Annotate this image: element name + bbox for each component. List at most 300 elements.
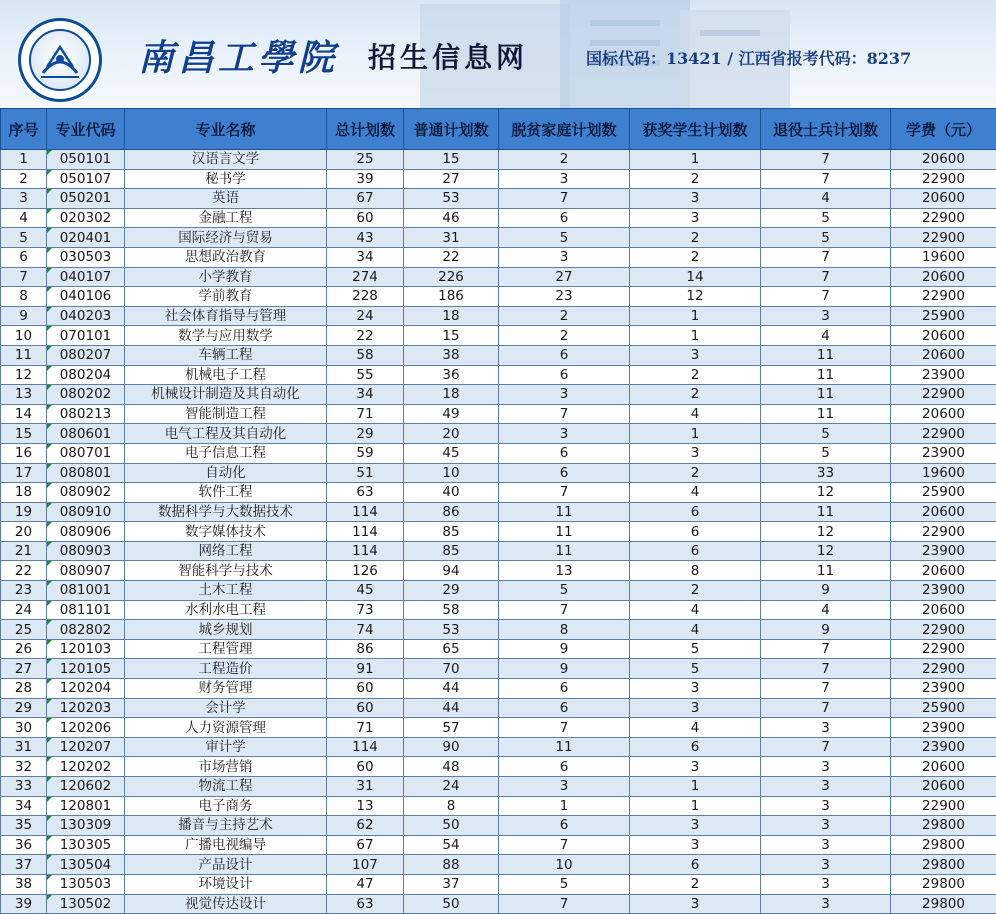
table-cell: 6: [1, 247, 47, 267]
table-row: [1, 600, 996, 620]
table-cell: 工程管理: [125, 639, 327, 659]
table-cell: 物流工程: [125, 777, 327, 797]
table-cell: 114: [327, 502, 404, 522]
table-cell: 080213: [47, 404, 125, 424]
table-cell: 7: [761, 287, 891, 307]
table-cell: 网络工程: [125, 541, 327, 561]
table-cell: 10: [499, 855, 630, 875]
table-cell: 080907: [47, 561, 125, 581]
table-row: [1, 816, 996, 836]
table-cell: 14: [1, 404, 47, 424]
table-cell: 120203: [47, 698, 125, 718]
table-row: [1, 718, 996, 738]
table-cell: 25900: [891, 483, 996, 503]
table-row: [1, 208, 996, 228]
table-cell: 6: [630, 855, 761, 875]
table-cell: 4: [1, 208, 47, 228]
table-cell: 20600: [891, 326, 996, 346]
table-cell: 130305: [47, 835, 125, 855]
table-cell: 38: [1, 874, 47, 894]
table-cell: 88: [404, 855, 499, 875]
table-cell: 3: [630, 835, 761, 855]
table-cell: 080204: [47, 365, 125, 385]
table-cell: 7: [761, 679, 891, 699]
table-cell: 6: [630, 737, 761, 757]
table-cell: 3: [630, 443, 761, 463]
table-cell: 186: [404, 287, 499, 307]
table-cell: 7: [1, 267, 47, 287]
table-cell: 63: [327, 483, 404, 503]
table-cell: 城乡规划: [125, 620, 327, 640]
table-row: [1, 874, 996, 894]
table-cell: 电子商务: [125, 796, 327, 816]
table-cell: 9: [499, 659, 630, 679]
table-cell: 126: [327, 561, 404, 581]
table-cell: 71: [327, 718, 404, 738]
table-cell: 25900: [891, 698, 996, 718]
table-cell: 15: [1, 424, 47, 444]
table-cell: 28: [1, 679, 47, 699]
table-cell: 7: [761, 267, 891, 287]
table-cell: 4: [761, 600, 891, 620]
table-cell: 1: [630, 796, 761, 816]
table-cell: 080202: [47, 385, 125, 405]
table-cell: 23900: [891, 679, 996, 699]
table-cell: 5: [630, 659, 761, 679]
table-row: [1, 659, 996, 679]
table-cell: 130309: [47, 816, 125, 836]
table-cell: 22900: [891, 522, 996, 542]
table-cell: 11: [761, 385, 891, 405]
table-cell: 6: [499, 698, 630, 718]
table-row: [1, 326, 996, 346]
table-cell: 120602: [47, 777, 125, 797]
table-cell: 46: [404, 208, 499, 228]
table-cell: 7: [499, 894, 630, 914]
table-cell: 27: [1, 659, 47, 679]
table-cell: 040203: [47, 306, 125, 326]
table-cell: 4: [761, 189, 891, 209]
table-cell: 3: [761, 855, 891, 875]
table-cell: 22900: [891, 169, 996, 189]
table-cell: 5: [499, 874, 630, 894]
table-cell: 11: [761, 345, 891, 365]
table-cell: 65: [404, 639, 499, 659]
table-cell: 120207: [47, 737, 125, 757]
table-cell: 12: [630, 287, 761, 307]
table-cell: 11: [761, 502, 891, 522]
table-cell: 社会体育指导与管理: [125, 306, 327, 326]
table-cell: 94: [404, 561, 499, 581]
table-cell: 6: [499, 345, 630, 365]
header-banner: [0, 0, 996, 108]
table-cell: 44: [404, 698, 499, 718]
table-cell: 3: [630, 698, 761, 718]
table-cell: 7: [499, 483, 630, 503]
table-cell: 9: [761, 581, 891, 601]
table-cell: 7: [761, 150, 891, 170]
table-cell: 英语: [125, 189, 327, 209]
table-cell: 6: [499, 208, 630, 228]
table-row: [1, 855, 996, 875]
table-cell: 6: [630, 541, 761, 561]
table-cell: 8: [499, 620, 630, 640]
table-cell: 2: [630, 169, 761, 189]
table-cell: 人力资源管理: [125, 718, 327, 738]
table-row: [1, 894, 996, 914]
table-cell: 2: [499, 306, 630, 326]
table-row: [1, 522, 996, 542]
table-cell: 5: [761, 208, 891, 228]
table-cell: 040107: [47, 267, 125, 287]
table-cell: 5: [761, 228, 891, 248]
table-cell: 130503: [47, 874, 125, 894]
table-cell: 73: [327, 600, 404, 620]
table-header-row: [1, 109, 996, 150]
table-cell: 7: [499, 189, 630, 209]
table-cell: 22900: [891, 659, 996, 679]
table-cell: 24: [404, 777, 499, 797]
table-cell: 7: [761, 247, 891, 267]
table-cell: 2: [630, 581, 761, 601]
table-cell: 1: [630, 150, 761, 170]
table-cell: 74: [327, 620, 404, 640]
table-cell: 3: [761, 894, 891, 914]
table-row: [1, 385, 996, 405]
table-cell: 国际经济与贸易: [125, 228, 327, 248]
table-cell: 31: [327, 777, 404, 797]
table-cell: 33: [761, 463, 891, 483]
table-cell: 7: [761, 639, 891, 659]
table-cell: 11: [499, 502, 630, 522]
table-cell: 34: [327, 385, 404, 405]
table-cell: 90: [404, 737, 499, 757]
table-cell: 软件工程: [125, 483, 327, 503]
table-cell: 26: [1, 639, 47, 659]
table-cell: 广播电视编导: [125, 835, 327, 855]
table-cell: 8: [404, 796, 499, 816]
table-cell: 1: [1, 150, 47, 170]
table-cell: 36: [404, 365, 499, 385]
table-cell: 7: [761, 169, 891, 189]
table-cell: 4: [630, 620, 761, 640]
table-cell: 120206: [47, 718, 125, 738]
column-header: 序号: [1, 109, 47, 150]
table-cell: 17: [1, 463, 47, 483]
table-cell: 12: [761, 522, 891, 542]
site-name: 招生信息网: [368, 36, 528, 76]
table-cell: 产品设计: [125, 855, 327, 875]
table-cell: 25900: [891, 306, 996, 326]
table-cell: 23900: [891, 581, 996, 601]
table-cell: 12: [1, 365, 47, 385]
table-cell: 57: [404, 718, 499, 738]
table-cell: 60: [327, 698, 404, 718]
table-row: [1, 443, 996, 463]
table-cell: 050101: [47, 150, 125, 170]
table-cell: 020302: [47, 208, 125, 228]
table-cell: 62: [327, 816, 404, 836]
table-row: [1, 679, 996, 699]
table-cell: 120204: [47, 679, 125, 699]
table-cell: 汉语言文学: [125, 150, 327, 170]
table-cell: 20600: [891, 502, 996, 522]
table-cell: 市场营销: [125, 757, 327, 777]
table-cell: 3: [761, 874, 891, 894]
table-cell: 15: [404, 150, 499, 170]
table-cell: 3: [761, 835, 891, 855]
table-row: [1, 581, 996, 601]
table-cell: 107: [327, 855, 404, 875]
table-cell: 电子信息工程: [125, 443, 327, 463]
table-cell: 22900: [891, 287, 996, 307]
column-header: 获奖学生计划数: [630, 109, 761, 150]
table-cell: 5: [499, 581, 630, 601]
table-cell: 数学与应用数学: [125, 326, 327, 346]
table-cell: 4: [630, 718, 761, 738]
table-row: [1, 502, 996, 522]
table-row: [1, 835, 996, 855]
table-cell: 3: [761, 816, 891, 836]
table-cell: 2: [630, 874, 761, 894]
table-cell: 1: [630, 424, 761, 444]
table-row: [1, 150, 996, 170]
table-cell: 22: [327, 326, 404, 346]
table-cell: 7: [761, 698, 891, 718]
table-cell: 23900: [891, 443, 996, 463]
table-cell: 9: [499, 639, 630, 659]
table-cell: 机械设计制造及其自动化: [125, 385, 327, 405]
table-cell: 思想政治教育: [125, 247, 327, 267]
table-cell: 20600: [891, 267, 996, 287]
table-cell: 22900: [891, 620, 996, 640]
table-cell: 11: [499, 541, 630, 561]
table-row: [1, 267, 996, 287]
table-cell: 25: [1, 620, 47, 640]
table-cell: 23900: [891, 737, 996, 757]
table-cell: 1: [630, 777, 761, 797]
table-cell: 29: [1, 698, 47, 718]
table-cell: 8: [630, 561, 761, 581]
table-cell: 35: [1, 816, 47, 836]
column-header: 退役士兵计划数: [761, 109, 891, 150]
table-cell: 20600: [891, 757, 996, 777]
table-cell: 3: [499, 424, 630, 444]
table-cell: 2: [499, 326, 630, 346]
table-cell: 11: [499, 522, 630, 542]
table-cell: 4: [761, 326, 891, 346]
table-cell: 30: [1, 718, 47, 738]
table-cell: 4: [630, 483, 761, 503]
table-cell: 智能科学与技术: [125, 561, 327, 581]
table-cell: 6: [499, 463, 630, 483]
table-cell: 12: [761, 483, 891, 503]
table-row: [1, 228, 996, 248]
table-cell: 22900: [891, 424, 996, 444]
table-cell: 9: [1, 306, 47, 326]
table-cell: 60: [327, 208, 404, 228]
table-cell: 3: [761, 718, 891, 738]
school-name: 南昌工學院: [138, 30, 338, 81]
table-cell: 080910: [47, 502, 125, 522]
table-cell: 2: [1, 169, 47, 189]
table-cell: 39: [1, 894, 47, 914]
table-cell: 审计学: [125, 737, 327, 757]
table-cell: 6: [499, 679, 630, 699]
table-cell: 080903: [47, 541, 125, 561]
table-cell: 85: [404, 541, 499, 561]
table-cell: 22: [1, 561, 47, 581]
table-cell: 3: [499, 169, 630, 189]
table-cell: 5: [499, 228, 630, 248]
school-logo-icon: [18, 18, 102, 102]
table-cell: 25: [327, 150, 404, 170]
table-row: [1, 796, 996, 816]
table-cell: 70: [404, 659, 499, 679]
table-cell: 114: [327, 541, 404, 561]
table-cell: 24: [327, 306, 404, 326]
table-cell: 8: [1, 287, 47, 307]
table-cell: 20600: [891, 561, 996, 581]
table-cell: 34: [327, 247, 404, 267]
table-cell: 环境设计: [125, 874, 327, 894]
table-cell: 081101: [47, 600, 125, 620]
table-cell: 22900: [891, 228, 996, 248]
table-cell: 48: [404, 757, 499, 777]
table-cell: 小学教育: [125, 267, 327, 287]
table-cell: 29800: [891, 894, 996, 914]
table-cell: 29800: [891, 874, 996, 894]
table-cell: 23900: [891, 365, 996, 385]
table-cell: 63: [327, 894, 404, 914]
table-cell: 020401: [47, 228, 125, 248]
table-row: [1, 189, 996, 209]
table-cell: 130502: [47, 894, 125, 914]
table-cell: 1: [499, 796, 630, 816]
table-cell: 120202: [47, 757, 125, 777]
table-cell: 3: [761, 306, 891, 326]
table-cell: 工程造价: [125, 659, 327, 679]
table-cell: 43: [327, 228, 404, 248]
table-cell: 20600: [891, 150, 996, 170]
table-cell: 080701: [47, 443, 125, 463]
table-cell: 7: [499, 600, 630, 620]
table-cell: 080601: [47, 424, 125, 444]
table-cell: 智能制造工程: [125, 404, 327, 424]
table-row: [1, 541, 996, 561]
table-cell: 23: [1, 581, 47, 601]
table-cell: 11: [499, 737, 630, 757]
table-cell: 29800: [891, 835, 996, 855]
table-cell: 6: [630, 502, 761, 522]
table-cell: 67: [327, 189, 404, 209]
table-cell: 36: [1, 835, 47, 855]
table-cell: 金融工程: [125, 208, 327, 228]
table-cell: 27: [404, 169, 499, 189]
enrollment-plan-table: [0, 108, 996, 914]
table-cell: 58: [327, 345, 404, 365]
table-cell: 3: [499, 385, 630, 405]
table-cell: 71: [327, 404, 404, 424]
table-row: [1, 345, 996, 365]
table-cell: 12: [761, 541, 891, 561]
table-cell: 082802: [47, 620, 125, 640]
table-cell: 2: [630, 463, 761, 483]
table-cell: 27: [499, 267, 630, 287]
table-cell: 3: [630, 345, 761, 365]
table-cell: 050107: [47, 169, 125, 189]
table-cell: 13: [327, 796, 404, 816]
table-cell: 120105: [47, 659, 125, 679]
table-cell: 23: [499, 287, 630, 307]
table-cell: 20600: [891, 189, 996, 209]
table-cell: 228: [327, 287, 404, 307]
table-row: [1, 561, 996, 581]
table-cell: 播音与主持艺术: [125, 816, 327, 836]
table-cell: 86: [327, 639, 404, 659]
table-cell: 19600: [891, 463, 996, 483]
table-cell: 60: [327, 679, 404, 699]
table-cell: 080207: [47, 345, 125, 365]
column-header: 学费（元）: [891, 109, 996, 150]
table-cell: 21: [1, 541, 47, 561]
table-cell: 2: [630, 365, 761, 385]
table-cell: 030503: [47, 247, 125, 267]
enrollment-codes: 国标代码：13421 / 江西省报考代码：8237: [586, 46, 911, 69]
table-cell: 18: [404, 385, 499, 405]
table-cell: 130504: [47, 855, 125, 875]
table-cell: 19: [1, 502, 47, 522]
table-cell: 40: [404, 483, 499, 503]
table-cell: 3: [630, 208, 761, 228]
table-cell: 3: [761, 757, 891, 777]
table-cell: 60: [327, 757, 404, 777]
table-cell: 15: [404, 326, 499, 346]
table-cell: 自动化: [125, 463, 327, 483]
table-cell: 22900: [891, 208, 996, 228]
table-row: [1, 639, 996, 659]
table-cell: 32: [1, 757, 47, 777]
table-cell: 6: [499, 816, 630, 836]
table-cell: 秘书学: [125, 169, 327, 189]
table-cell: 3: [499, 777, 630, 797]
table-cell: 24: [1, 600, 47, 620]
table-cell: 6: [630, 522, 761, 542]
table-cell: 20600: [891, 777, 996, 797]
table-cell: 6: [499, 443, 630, 463]
table-cell: 3: [630, 894, 761, 914]
table-body: [1, 150, 996, 914]
table-cell: 11: [1, 345, 47, 365]
table-cell: 274: [327, 267, 404, 287]
table-row: [1, 247, 996, 267]
table-cell: 3: [761, 777, 891, 797]
table-cell: 7: [761, 737, 891, 757]
table-cell: 2: [630, 228, 761, 248]
table-cell: 22900: [891, 385, 996, 405]
column-header: 脱贫家庭计划数: [499, 109, 630, 150]
table-cell: 电气工程及其自动化: [125, 424, 327, 444]
table-cell: 7: [761, 659, 891, 679]
table-cell: 1: [630, 306, 761, 326]
table-cell: 38: [404, 345, 499, 365]
table-cell: 114: [327, 522, 404, 542]
table-cell: 47: [327, 874, 404, 894]
table-cell: 67: [327, 835, 404, 855]
table-cell: 3: [630, 816, 761, 836]
table-cell: 水利水电工程: [125, 600, 327, 620]
table-cell: 53: [404, 620, 499, 640]
